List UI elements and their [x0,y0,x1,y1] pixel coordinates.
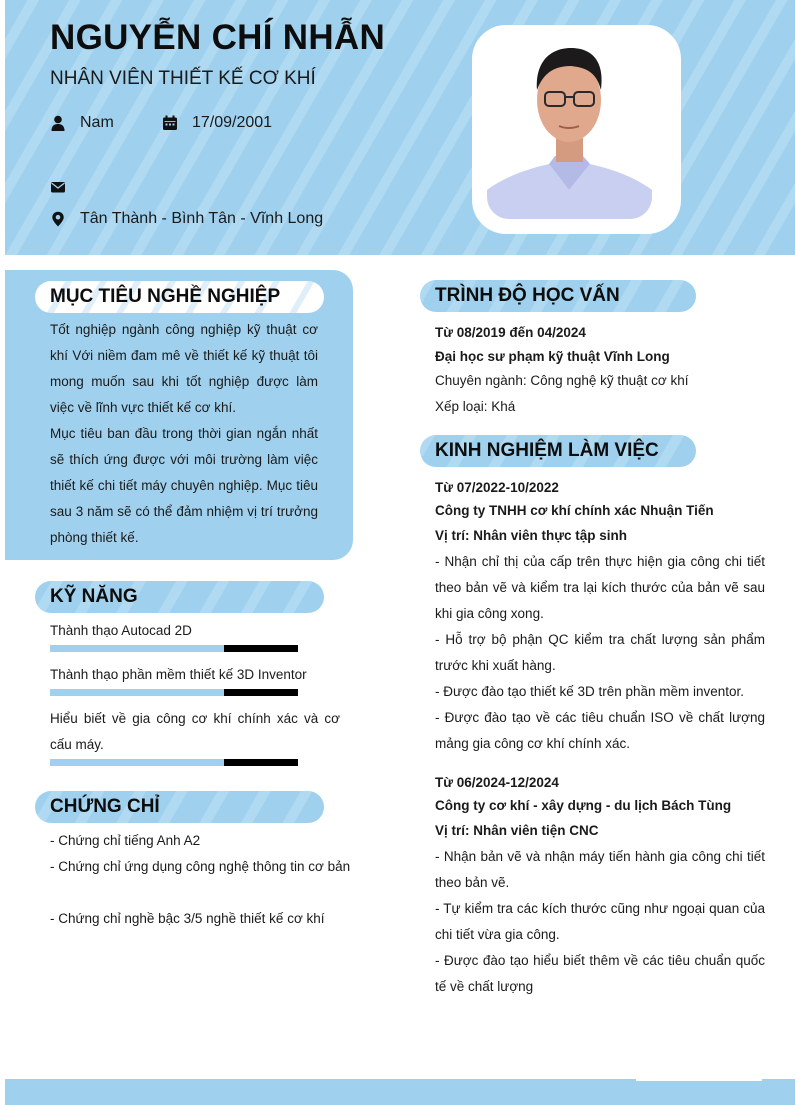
skill-bar-2 [50,689,298,696]
job-1-period: Từ 07/2022-10/2022 [435,480,559,495]
job-2-position: Vị trí: Nhân viên tiện CNC [435,823,599,838]
birthdate-row [162,114,272,132]
skill-bar-fill-3 [50,759,224,766]
skill-bar-1 [50,645,298,652]
skill-label-3: Hiểu biết về gia công cơ khí chính xác và cơ cấu máy. [50,711,340,752]
envelope-icon [50,179,66,195]
gender-row [50,114,114,132]
job-2-duty-1: - Nhận bản vẽ và nhận máy tiến hành gia công chi tiết theo bản vẽ. [435,849,765,890]
address-value: Tân Thành - Bình Tân - Vĩnh Long [80,210,324,227]
map-pin-icon [50,211,66,227]
job-2-company: Công ty cơ khí - xây dựng - du lịch Bách Tùng [435,798,732,813]
email-row [50,179,80,195]
certificate-item-3: - Chứng chỉ nghề bậc 3/5 nghề thiết kế cơ khí [50,911,325,926]
address-row [50,210,323,228]
user-icon [50,115,66,131]
certificate-item-2: - Chứng chỉ ứng dụng công nghệ thông tin cơ bản [50,859,351,874]
skill-bar-3 [50,759,298,766]
education-heading: TRÌNH ĐỘ HỌC VẤN [420,280,696,312]
job-1-duty-3: - Được đào tạo thiết kế 3D trên phần mềm inventor. [435,684,745,699]
gender-value: Nam [80,114,114,131]
education-major: Chuyên ngành: Công nghệ kỹ thuật cơ khí [435,373,689,388]
job-1-duty-4: - Được đào tạo về các tiêu chuẩn ISO về chất lượng mảng gia công cơ khí chính xác. [435,710,765,751]
job-2-period: Từ 06/2024-12/2024 [435,775,559,790]
candidate-name: NGUYỄN CHÍ NHẪN [50,18,386,57]
calendar-icon [162,115,178,131]
skill-bar-fill-2 [50,689,224,696]
education-rank: Xếp loại: Khá [435,399,516,414]
experience-heading: KINH NGHIỆM LÀM VIỆC [420,435,696,467]
job-2-duty-3: - Được đào tạo hiểu biết thêm về các tiêu chuẩn quốc tế về chất lượng [435,953,765,994]
skill-label-2: Thành thạo phần mềm thiết kế 3D Inventor [50,667,307,682]
footer-tab [636,1077,762,1081]
certificate-item-1: - Chứng chỉ tiếng Anh A2 [50,833,201,848]
skills-heading: KỸ NĂNG [35,581,324,613]
job-1-duty-2: - Hỗ trợ bộ phận QC kiểm tra chất lượng sản phẩm trước khi xuất hàng. [435,632,765,673]
footer-band [5,1079,795,1105]
birthdate-value: 17/09/2001 [192,114,273,131]
objective-heading: MỤC TIÊU NGHỀ NGHIỆP [35,281,324,313]
job-2-duty-2: - Tự kiểm tra các kích thước cũng như ngoại quan của chi tiết vừa gia công. [435,901,765,942]
profile-photo-frame [472,25,681,234]
objective-paragraph-1: Tốt nghiệp ngành công nghiệp kỹ thuật cơ khí Với niềm đam mê về thiết kế kỹ thuật tôi mong muốn sau khi tốt nghiệp được làm việc về lĩnh vực thiết kế cơ khí. [50,322,318,415]
skill-bar-fill-1 [50,645,224,652]
profile-photo [487,40,652,219]
job-title: NHÂN VIÊN THIẾT KẾ CƠ KHÍ [50,68,316,89]
certificates-heading: CHỨNG CHỈ [35,791,324,823]
job-1-company: Công ty TNHH cơ khí chính xác Nhuận Tiến [435,503,714,518]
education-period: Từ 08/2019 đến 04/2024 [435,325,586,340]
header-banner [5,0,795,255]
objective-paragraph-2: Mục tiêu ban đầu trong thời gian ngắn nhất sẽ thích ứng được với môi trường làm việc thiết kế chi tiết máy chuyên nghiệp. Mục tiêu sau 3 năm sẽ có thể đảm nhiệm vị trí trưởng phòng thiết kế. [50,426,318,545]
education-school: Đại học sư phạm kỹ thuật Vĩnh Long [435,349,670,364]
job-1-duty-1: - Nhận chỉ thị của cấp trên thực hiện gia công chi tiết theo bản vẽ và kiểm tra lại kích thước của bản vẽ sau khi gia công xong. [435,554,765,621]
job-1-position: Vị trí: Nhân viên thực tập sinh [435,528,628,543]
skill-label-1: Thành thạo Autocad 2D [50,623,192,638]
